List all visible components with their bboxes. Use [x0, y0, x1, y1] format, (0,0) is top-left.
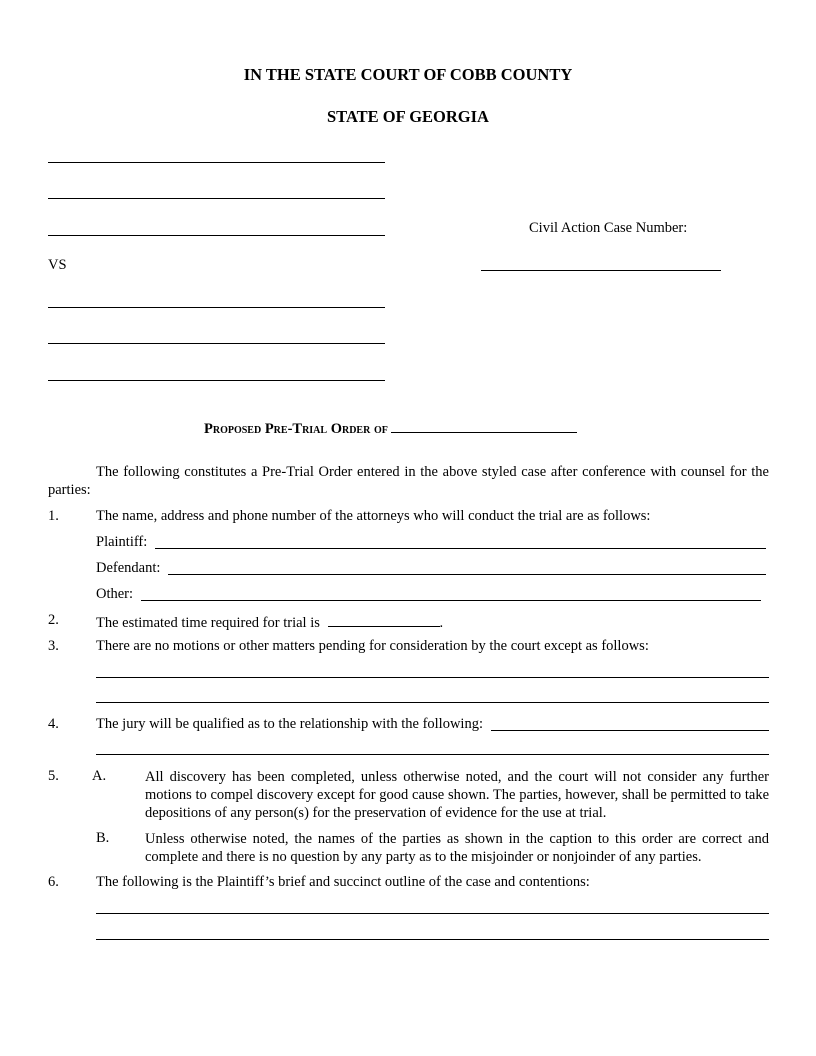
plaintiff-outline-line-1[interactable] — [96, 913, 769, 914]
jury-qualification-line-1[interactable] — [491, 716, 769, 731]
defendant-attorney-row — [96, 560, 766, 577]
case-number-label: Civil Action Case Number: — [529, 220, 688, 236]
plaintiff-attorney-row — [96, 534, 766, 551]
plaintiff-name-line-2[interactable] — [48, 198, 385, 199]
court-title: IN THE STATE COURT OF COBB COUNTY — [243, 65, 573, 84]
item-1-text: The name, address and phone number of the attorneys who will conduct the trial are as follows: — [96, 508, 651, 524]
defendant-attorney-label: Defendant: — [96, 560, 161, 576]
item-4-text: The jury will be qualified as to the relationship with the following: — [96, 716, 483, 732]
jury-qualification-line-2[interactable] — [96, 754, 769, 755]
item-2-number: 2. — [48, 612, 59, 628]
state-title: STATE OF GEORGIA — [327, 107, 489, 126]
item-2-row — [96, 612, 443, 632]
item-2-period: . — [439, 615, 444, 631]
plaintiff-outline-line-2[interactable] — [96, 939, 769, 940]
plaintiff-attorney-label: Plaintiff: — [96, 534, 148, 550]
item-4-row — [96, 716, 769, 733]
plaintiff-name-line-1[interactable] — [48, 162, 385, 163]
other-attorney-line[interactable] — [141, 586, 761, 601]
item-5-number: 5. — [48, 768, 59, 784]
other-attorney-label: Other: — [96, 586, 134, 602]
intro-paragraph: The following constitutes a Pre-Trial Order entered in the above styled case after conference with counsel for the parties: — [48, 464, 769, 498]
plaintiff-attorney-line[interactable] — [155, 534, 766, 549]
order-party-line[interactable] — [391, 418, 577, 433]
order-title — [204, 418, 577, 438]
defendant-name-line-3[interactable] — [48, 380, 385, 381]
vs-label: VS — [48, 257, 67, 273]
item-2-text: The estimated time required for trial is — [96, 615, 320, 631]
defendant-attorney-line[interactable] — [168, 560, 766, 575]
item-3-text: There are no motions or other matters pending for consideration by the court except as follows: — [96, 638, 649, 654]
item-5b-text: Unless otherwise noted, the names of the parties as shown in the caption to this order are correct and complete and there is no question by any party as to the misjoinder or nonjoinder of any parties. — [145, 831, 769, 865]
item-1-number: 1. — [48, 508, 59, 524]
case-number-line[interactable] — [481, 270, 721, 271]
item-4-number: 4. — [48, 716, 59, 732]
plaintiff-name-line-3[interactable] — [48, 235, 385, 236]
defendant-name-line-2[interactable] — [48, 343, 385, 344]
item-5b-label: B. — [96, 830, 110, 846]
order-title-text: Proposed Pre-Trial Order of — [204, 421, 388, 437]
item-6-text: The following is the Plaintiff’s brief and succinct outline of the case and contentions: — [96, 874, 590, 890]
item-3-number: 3. — [48, 638, 59, 654]
defendant-name-line-1[interactable] — [48, 307, 385, 308]
pending-motions-line-1[interactable] — [96, 677, 769, 678]
item-5a-label: A. — [92, 768, 107, 784]
item-5a-text: All discovery has been completed, unless otherwise noted, and the court will not consider any further motions to compel discovery except for good cause shown. The parties, however, shall be permitted to take depositions of any person(s) for the preservation of evidence for the use at trial. — [145, 769, 769, 821]
other-attorney-row — [96, 586, 761, 603]
trial-time-line[interactable] — [328, 612, 440, 627]
item-6-number: 6. — [48, 874, 59, 890]
pending-motions-line-2[interactable] — [96, 702, 769, 703]
